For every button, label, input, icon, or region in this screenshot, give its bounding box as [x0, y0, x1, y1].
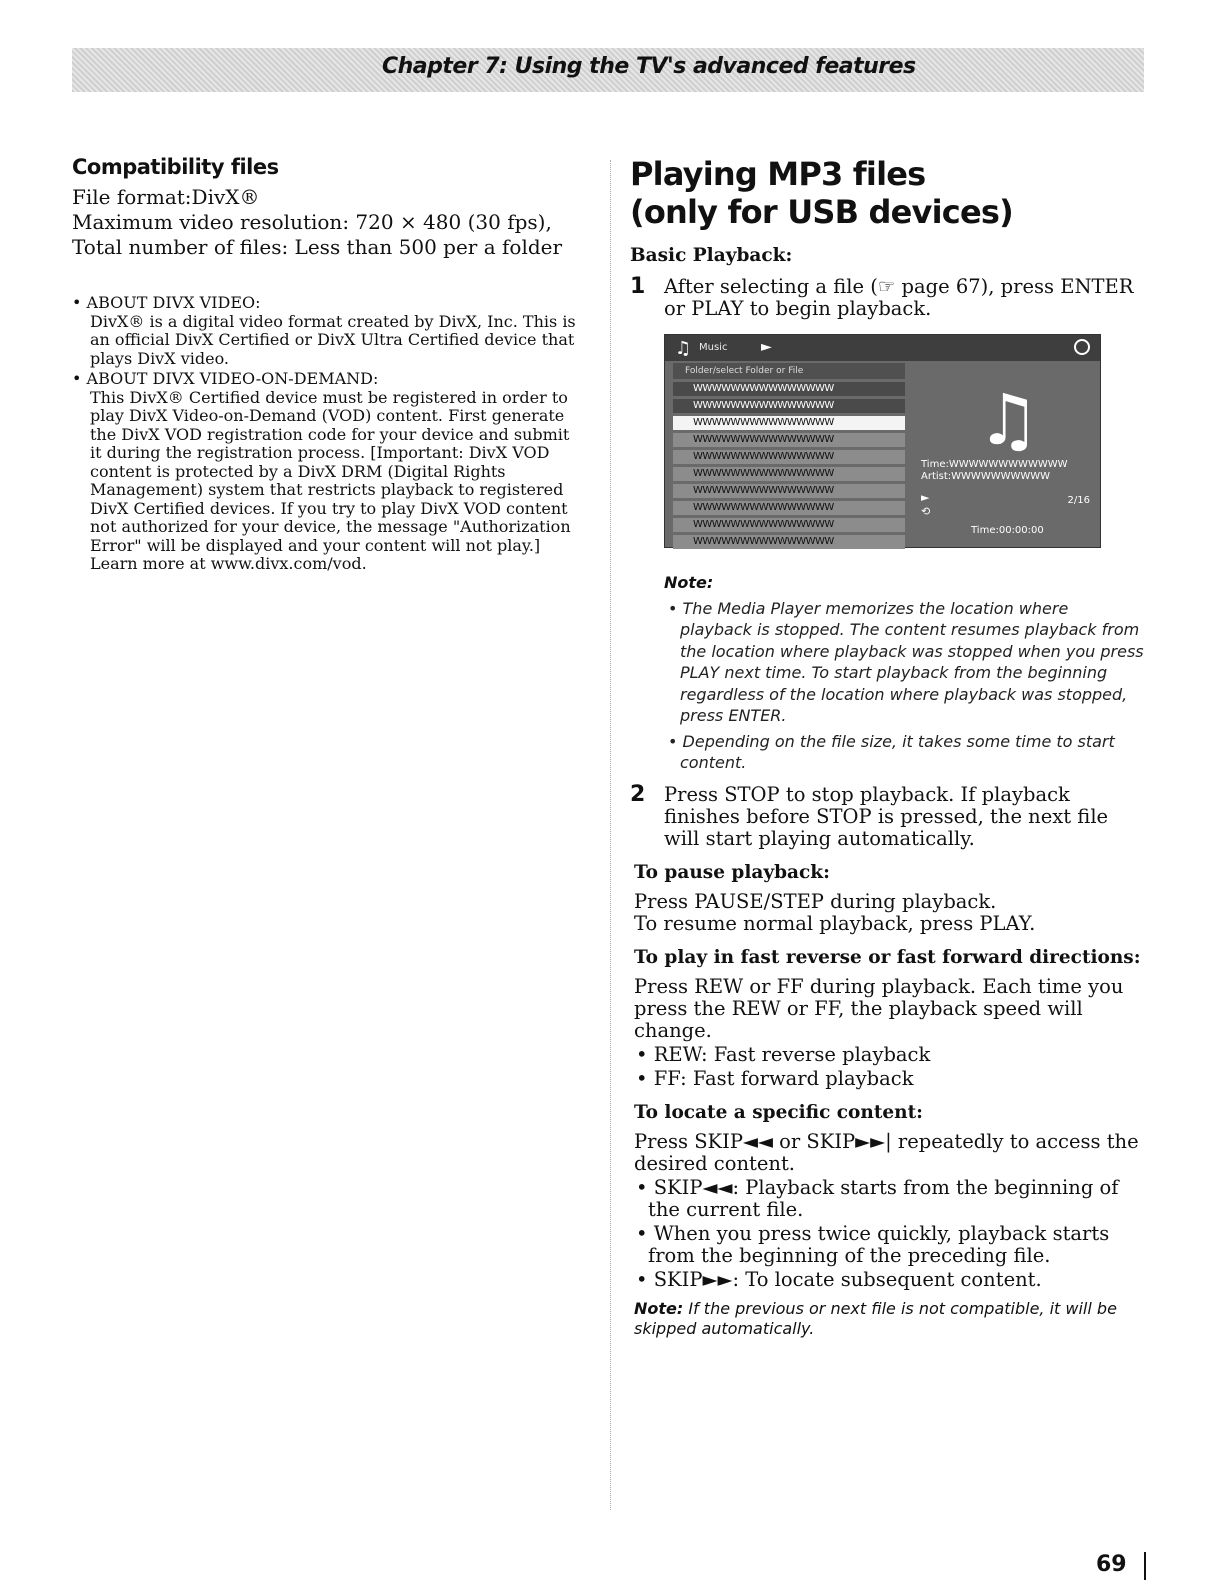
locate-text: Press SKIP◄◄ or SKIP►►| repeatedly to access the desired content.	[634, 1129, 1139, 1175]
screen-menu-label: Music	[699, 342, 728, 353]
step-number: 2	[630, 781, 646, 807]
pause-line: Press PAUSE/STEP during playback.	[634, 889, 997, 913]
chapter-title: Chapter 7: Using the TV's advanced features	[382, 54, 916, 79]
pause-heading: To pause playback:	[634, 861, 830, 883]
circle-icon	[1074, 339, 1090, 355]
left-column	[72, 155, 582, 576]
compatibility-heading: Compatibility files	[72, 155, 279, 179]
ff-heading: To play in fast reverse or fast forward directions:	[634, 946, 1141, 968]
final-note-text: If the previous or next file is not compatible, it will be skipped automatically.	[634, 1298, 1117, 1338]
title-line-1: Playing MP3 files	[630, 155, 926, 193]
list-item: WWWWWWWWWWWWWWW	[673, 416, 905, 430]
final-note	[634, 1299, 1145, 1339]
list-item: WWWWWWWWWWWWWWW	[673, 399, 905, 413]
spec-list	[72, 185, 582, 260]
basic-playback-heading: Basic Playback:	[630, 245, 793, 266]
ff-bullet: • FF: Fast forward playback	[636, 1066, 914, 1090]
track-count: 2/16	[1067, 495, 1090, 506]
page-number: 69	[1096, 1552, 1127, 1577]
list-item: WWWWWWWWWWWWWWW	[673, 501, 905, 515]
note-title: Note:	[664, 573, 714, 592]
bullet-body: DivX® is a digital video format created by DivX, Inc. This is an official DivX Certified or DivX Ultra Certified device that plays DivX video.	[90, 311, 576, 368]
large-music-note-icon: ♫	[977, 379, 1040, 461]
note-block	[664, 572, 1145, 774]
list-item: WWWWWWWWWWWWWWW	[673, 518, 905, 532]
locate-bullet: • SKIP◄◄: Playback starts from the beginning of the current file.	[636, 1175, 1119, 1221]
locate-bullet: • SKIP►►: To locate subsequent content.	[636, 1267, 1042, 1291]
ff-bullet: • REW: Fast reverse playback	[636, 1042, 931, 1066]
title-line-2: (only for USB devices)	[630, 193, 1013, 231]
bullet-body: This DivX® Certified device must be registered in order to play DivX Video-on-Demand (VOD) content. First generate the DivX VOD registration code for your device and submit it during the registration process. [Important: DivX VOD content is protected by a DivX DRM (Digital Rights Management) system that restricts playback to registered DivX Certified devices. If you try to play DivX VOD content not authorized for your device, the message "Authorization Error" will be displayed and your content will not play.] Learn more at www.divx.com/vod.	[90, 387, 571, 573]
list-item: WWWWWWWWWWWWWWW	[673, 484, 905, 498]
divx-bullets	[72, 294, 582, 574]
pause-line: To resume normal playback, press PLAY.	[634, 911, 1036, 935]
page-number-bar	[1144, 1552, 1146, 1580]
step-text: Press STOP to stop playback. If playback finishes before STOP is pressed, the next file will start playing automatically.	[664, 782, 1109, 850]
locate-section	[634, 1102, 1145, 1339]
locate-bullet: • When you press twice quickly, playback starts from the beginning of the preceding file.	[636, 1221, 1110, 1267]
list-item: WWWWWWWWWWWWWWW	[673, 433, 905, 447]
bullet-item	[72, 370, 582, 574]
list-item: WWWWWWWWWWWWWWW	[673, 467, 905, 481]
repeat-icon: ⟲	[921, 505, 931, 518]
bullet-item	[72, 294, 582, 368]
track-title: Time:WWWWWWWWWWWW	[921, 459, 1068, 470]
step-number: 1	[630, 274, 646, 299]
spec-line: File format:DivX®	[72, 185, 260, 209]
section-title	[630, 155, 1145, 231]
track-artist: Artist:WWWWWWWWWW	[921, 471, 1051, 482]
media-player-screenshot	[664, 334, 1101, 548]
note-item: • Depending on the file size, it takes some time to start content.	[668, 731, 1115, 772]
chapter-banner	[72, 48, 1144, 92]
final-note-label: Note:	[634, 1298, 684, 1318]
playback-controls	[921, 491, 930, 519]
pause-section	[634, 862, 1145, 935]
spec-line: Maximum video resolution: 720 × 480 (30 fps),	[72, 210, 552, 234]
bullet-title: • ABOUT DIVX VIDEO:	[72, 293, 261, 312]
file-list	[673, 363, 905, 549]
spec-line: Total number of files: Less than 500 per a folder	[72, 235, 563, 259]
playback-time: Time:00:00:00	[971, 525, 1044, 536]
step-1	[630, 276, 1145, 320]
list-item: WWWWWWWWWWWWWWW	[673, 450, 905, 464]
screen-topbar	[665, 335, 1100, 361]
music-note-icon: ♫	[675, 338, 692, 359]
locate-heading: To locate a specific content:	[634, 1101, 923, 1123]
fast-forward-section	[634, 947, 1145, 1090]
bullet-title: • ABOUT DIVX VIDEO-ON-DEMAND:	[72, 369, 379, 388]
column-divider	[610, 160, 611, 1510]
play-arrow-icon: ►	[761, 339, 772, 355]
ff-text: Press REW or FF during playback. Each time you press the REW or FF, the playback speed will change.	[634, 974, 1124, 1042]
folder-header: Folder/select Folder or File	[673, 363, 905, 379]
play-icon: ►	[921, 491, 930, 504]
list-item: WWWWWWWWWWWWWWW	[673, 382, 905, 396]
track-info	[921, 459, 1068, 483]
note-item: • The Media Player memorizes the location where playback is stopped. The content resumes playback from the location where playback was stopped when you press PLAY next time. To start playback from the beginning regardless of the location where playback was stopped, press ENTER.	[668, 598, 1144, 725]
list-item: WWWWWWWWWWWWWWW	[673, 535, 905, 549]
right-column	[630, 155, 1145, 1339]
step-text: After selecting a file (☞ page 67), press ENTER or PLAY to begin playback.	[664, 275, 1134, 320]
step-2	[630, 781, 1145, 850]
